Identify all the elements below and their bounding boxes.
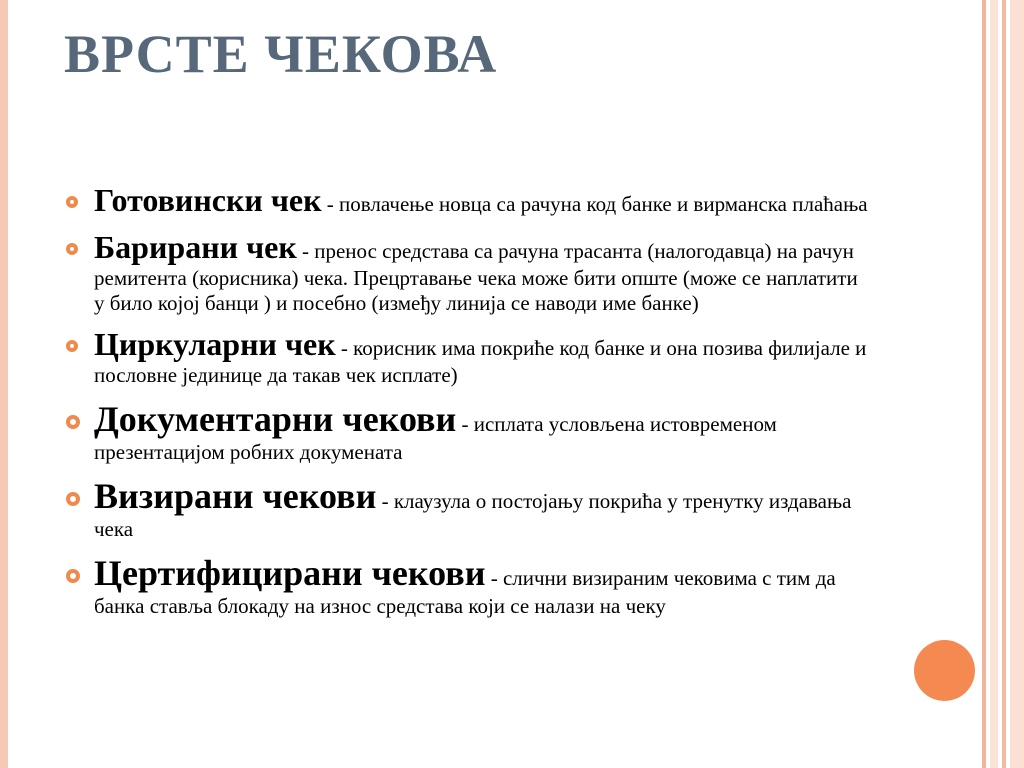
list-item-circular-check — [62, 326, 872, 388]
bullet-ring-icon — [66, 415, 80, 429]
bullet-ring-icon — [66, 243, 78, 255]
item-separator: - — [456, 412, 474, 436]
left-border-stripe — [0, 0, 8, 768]
list-item-certified-checks — [62, 552, 872, 619]
item-term: Визирани чекови — [94, 476, 377, 516]
item-separator: - — [485, 566, 503, 590]
list-item-documentary-checks — [62, 398, 872, 465]
bullet-ring-icon — [66, 196, 78, 208]
stripe — [1010, 0, 1024, 768]
stripe — [1002, 0, 1006, 768]
item-description: клаузула о постојању покрића у тренутку издавања чека — [94, 489, 852, 541]
bullet-ring-icon — [66, 492, 80, 506]
item-term: Цертифицирани чекови — [94, 553, 486, 593]
right-decorative-stripes — [976, 0, 1024, 768]
item-description: повлачење новца са рачуна код банке и вирманска плаћања — [339, 192, 868, 216]
item-separator: - — [335, 336, 354, 360]
stripe — [990, 0, 998, 768]
item-term: Барирани чек — [94, 229, 297, 265]
list-item-crossed-check — [62, 229, 872, 316]
bullet-list — [62, 182, 872, 629]
item-description: исплата условљена истовременом презентацијом робних докумената — [94, 412, 777, 464]
item-description: корисник има покриће код банке и она позива филијале и пословне јединице да такав чек исплате) — [94, 336, 867, 387]
item-term: Готовински чек — [94, 182, 322, 218]
slide-title: ВРСТЕ ЧЕКОВА — [64, 24, 498, 84]
item-term: Циркуларни чек — [94, 326, 336, 362]
item-description: слични визираним чековима с тим да банка ставља блокаду на износ средстава који се налази на чеку — [94, 566, 836, 618]
decorative-orange-circle — [914, 640, 975, 701]
bullet-ring-icon — [66, 340, 78, 352]
stripe — [982, 0, 986, 768]
list-item-cash-check — [62, 182, 872, 219]
bullet-ring-icon — [66, 569, 80, 583]
item-description: пренос средстава са рачуна трасанта (налогодавца) на рачун ремитента (корисника) чека. Прецртавање чека може бити опште (може се наплатити у било којој банци ) и посебно (између линија се наводи име банке) — [94, 239, 858, 315]
item-term: Документарни чекови — [94, 399, 457, 439]
item-separator: - — [376, 489, 394, 513]
list-item-visa-checks — [62, 475, 872, 542]
item-separator: - — [296, 239, 315, 263]
item-separator: - — [321, 192, 340, 216]
